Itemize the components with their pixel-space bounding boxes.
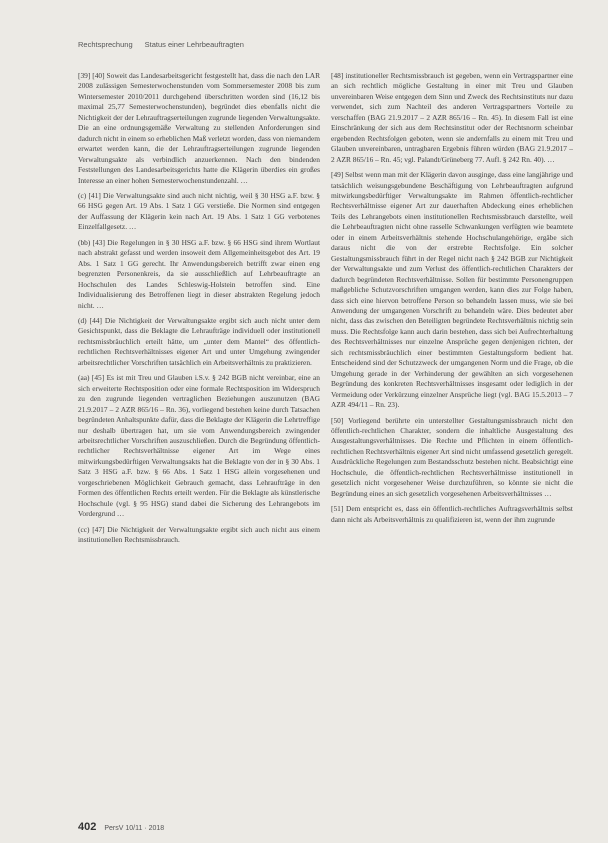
paragraph: [49] Selbst wenn man mit der Klägerin davon ausginge, dass eine langjährige und tatsächlich weisungsgebundene Beschäftigung von Lehrbeauftragten aufgrund mitwirkungsbedürftiger Verwaltungsakte im Rahmen öffentlich-rechtlicher Rechtsverhältnisse eigener Art zur dauerhaften Abdeckung eines erheblichen Teils des Lehrangebots einen institutionellen Rechtsmissbrauch darstellte, weil die Lehrbeauftragten nicht ohne rasselle Schwankungen verfügten wie beamtete oder in einem Arbeitsverhältnis stehende Hochschulangehörige, ergäbe sich daraus nicht die von der erstrebte Rechtsfolge. Ein solcher Gestaltungsmissbrauch führt in der Regel nicht nach § 242 BGB zur Nichtigkeit der Verwaltungsakte und zum Verlust des öffentlich-rechtlichen Charakters der dadurch begründeten Rechtsverhältnisse. Sollen für bestimmte Personengruppen maßgebliche Schutzvorschriften umgangen werden, kann dies zur Folge haben, dass sich eine hiervon betroffene Person so behandeln lassen muss, wie sie bei Anwendung der umgangenen Vorschrift zu behandeln wäre. Dies bedeutet aber nicht, dass das zwischen den Beteiligten begründete Rechtsverhältnis nichtig sein muss. Die Rechtsfolge kann auch darin bestehen, dass sich bei Aufrechterhaltung des Rechtsverhältnisses nur einzelne Ansprüche gegen denjenigen richten, der sich rechtsmissbräuchlich einer bestimmten Gestaltungsform bedient hat. Entscheidend sind der Schutzzweck der umgangenen Norm und die Frage, ob die Umgehung gerade in der Verhinderung der gewählten an sich vorgesehenen Begründung des konkreten Rechtsverhältnisses insgesamt oder lediglich in der Vermeidung oder Verkürzung einzelner Ansprüche liegt (vgl. BAG 15.5.2013 – 7 AZR 494/11 – Rn. 23). bbox=[331, 170, 573, 410]
page-number: 402 bbox=[78, 821, 97, 833]
paragraph: (d) [44] Die Nichtigkeit der Verwaltungsakte ergibt sich auch nicht unter dem Gesichtspunkt, dass die Beklagte die Lehraufträge individuell oder institutionell rechtsmissbräuchlich erteilt hätte, um „unter dem Mantel“ des öffentlich-rechtlichen Rechtsverhältnisses eigener Art und unter Umgehung zwingender arbeitsrechtlicher Vorschriften tatsächlich ein Arbeitsverhältnis zu praktizieren. bbox=[78, 315, 320, 367]
running-head bbox=[78, 40, 244, 49]
paragraph: (aa) [45] Es ist mit Treu und Glauben i.S.v. § 242 BGB nicht vereinbar, eine an sich erweiterte Rechtsposition oder eine formale Rechtsposition im Widerspruch zu den zugrunde liegenden vertraglichen Beziehungen auszunutzen (BAG 21.9.2017 – 2 AZR 865/16 – Rn. 36), vorliegend bestehen keine durch Tatsachen begründeten Anhaltspunkte dafür, dass die Beklagte der Klägerin die Lehrtreffige nur deshalb übertragen hat, um sie vom Anwendungsbereich zwingender arbeitsrechtlicher Vorschriften auszuschließen. Durch die Begründung öffentlich-rechtlicher Rechtsverhältnisse eigener Art im Wege eines mitwirkungsbedürftigen Verwaltungsakts hat die Beklagte von der in § 30 Abs. 1 Satz 3 HSG a.F. bzw. § 66 Abs. 1 Satz 1 HSG allein vorgesehenen und vorgeschriebenen Möglichkeit Gebrauch gemacht, dass Lehraufträge in den Formen des öffentlichen Rechts erteilt werden. Für die Beklagte als künstlerische Hochschule (vgl. § 95 HSG) stand dabei die Sicherung des Lehrangebots im Vordergrund … bbox=[78, 373, 320, 519]
right-column bbox=[331, 71, 573, 530]
running-head-section: Rechtsprechung bbox=[78, 40, 133, 49]
paragraph: (cc) [47] Die Nichtigkeit der Verwaltungsakte ergibt sich auch nicht aus einem institutionellen Rechtsmissbrauch. bbox=[78, 524, 320, 545]
page-footer bbox=[78, 817, 164, 835]
left-column bbox=[78, 71, 320, 550]
issue-label: PersV 10/11 · 2018 bbox=[104, 825, 165, 832]
paragraph: (c) [41] Die Verwaltungsakte sind auch nicht nichtig, weil § 30 HSG a.F. bzw. § 66 HSG gegen Art. 19 Abs. 1 Satz 1 GG verstieße. Die Normen sind entgegen der Auffassung der Klägerin kein nach Art. 19 Abs. 1 Satz 1 GG verbotenes Einzelfallgesetz. … bbox=[78, 190, 320, 232]
running-head-title: Status einer Lehrbeauftragten bbox=[144, 40, 244, 49]
paragraph: [48] institutioneller Rechtsmissbrauch ist gegeben, wenn ein Vertragspartner eine an sich rechtlich mögliche Gestaltung in einer mit Treu und Glauben unvereinbaren Weise entgegen dem Sinn und Zweck des Rechtsinstituts nur dazu verwendet, sich zum Nachteil des anderen Vertragspartners Vorteile zu verschaffen (BAG 21.9.2017 – 2 AZR 865/16 – Rn. 45). In diesem Fall ist eine Einschränkung der sich aus dem Rechtsinstitut oder der Rechtsnorm scheinbar ergebenden Rechtsfolgen geboten, wenn sie andernfalls zu einem mit Treu und Glauben unvereinbaren, untragbaren Ergebnis führen würden (BAG 21.9.2017 – 2 AZR 865/16 – Rn. 45; vgl. Palandt/Grüneberg 77. Aufl. § 242 Rn. 40). … bbox=[331, 71, 573, 164]
paragraph: [51] Dem entspricht es, dass ein öffentlich-rechtliches Auftragsverhältnis selbst dann nicht als Arbeitsverhältnis zu qualifizieren ist, wenn der ihm zugrunde bbox=[331, 504, 573, 524]
paragraph: [39] [40] Soweit das Landesarbeitsgericht festgestellt hat, dass die nach den LAR 2008 zulässigen Semesterwochenstunden vom Sommersemester 2008 bis zum Wintersemester 2010/2011 durchgehend überschritten worden sind (16,12 bis maximal 25,77 Semesterwochenstunden), begründet dies ebenfalls nicht die Nichtigkeit der der Lehrauftragserteilungen zugrunde liegenden Verwaltungsakte. Die an eine ordnungsgemäße Verwaltung zu stellenden Anforderungen sind dadurch nicht in einem so erheblichen Maß verletzt worden, dass von niemandem erwartet werden kann, die der Lehrauftragserteilungen zugrunde liegenden Verwaltungsakte als verbindlich anzuerkennen. Nach den bindenden Feststellungen des Landesarbeitsgerichts hatte die Klägerin überdies ein großes Interesse an einer hohen Semesterwochenstundenzahl. … bbox=[78, 71, 320, 185]
paragraph: (bb) [43] Die Regelungen in § 30 HSG a.F. bzw. § 66 HSG sind ihrem Wortlaut nach abstrakt gefasst und werden insoweit dem Allgemeinheitsgebot des Art. 19 Abs. 1 Satz 1 GG gerecht. Ihr Anwendungsbereich betrifft zwar einen eng begrenzten Personenkreis, da sie ausschließlich auf Lehrbeauftragte an Hochschulen des Landes Schleswig-Holstein betroffen sind. Eine Individualisierung des Betroffenen liegt in dieser abstrakten Regelung jedoch nicht. … bbox=[78, 237, 320, 310]
paragraph: [50] Vorliegend berührte ein unterstellter Gestaltungsmissbrauch nicht den öffentlich-rechtlichen Charakter, sondern die inhaltliche Ausgestaltung des Ausgestaltungsverhältnisses. Die Rechte und Pflichten in einem öffentlich-rechtlichen Rechtsverhältnis eigener Art sind nicht umfassend gesetzlich geregelt. Ausdrückliche Regelungen zum Bestandsschutz bestehen nicht. Beabsichtigt eine Hochschule, die öffentlich-rechtlichen Rechtsverhältnisse institutionell in gesetzlich nicht vorgesehener Weise durchzuführen, so könnte sie nicht die Begründung eines an sich gesetzlich vorgesehenen Arbeitsverhältnisses … bbox=[331, 415, 573, 498]
